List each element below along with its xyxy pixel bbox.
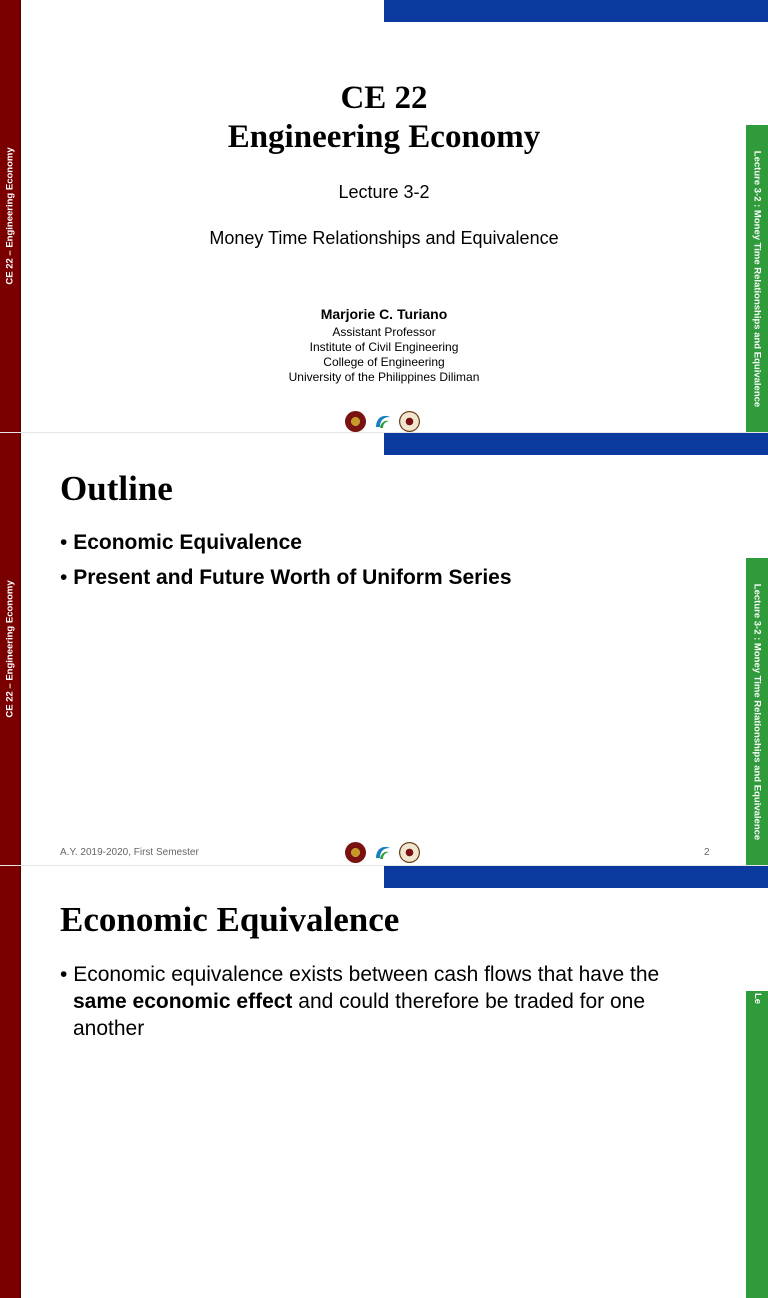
left-sidebar [0, 433, 21, 865]
outline-item: • Economic Equivalence [60, 531, 302, 554]
left-sidebar-label: CE 22 – Engineering Economy [4, 580, 16, 718]
logo-row [345, 842, 420, 863]
slide-outline [0, 433, 768, 865]
top-blue-band [384, 433, 768, 455]
footer-semester: A.Y. 2019-2020, First Semester [60, 847, 199, 858]
lecture-number: Lecture 3-2 [338, 182, 430, 202]
outline-item-label: Economic Equivalence [73, 531, 302, 554]
right-sidebar-label: Lecture 3-2 : Money Time Relationships and Equivalence [751, 583, 763, 840]
right-sidebar [746, 991, 768, 1298]
left-sidebar-label: CE 22 – Engineering Economy [4, 147, 16, 285]
lecture-topic: Money Time Relationships and Equivalence [209, 228, 559, 248]
author-name: Marjorie C. Turiano [320, 306, 448, 322]
body-text-line: • Economic equivalence exists between cash flows that have the [60, 963, 660, 986]
ice-logo-icon [372, 411, 393, 432]
course-code: CE 22 [340, 80, 428, 116]
outline-item: • Present and Future Worth of Uniform Series [60, 566, 512, 589]
right-sidebar-label: Le [752, 993, 763, 1005]
body-text-line [73, 990, 645, 1014]
right-sidebar-label: Lecture 3-2 : Money Time Relationships and Equivalence [751, 150, 763, 407]
emphasis-text: same economic effect [73, 990, 293, 1013]
slide-economic-equivalence [0, 866, 768, 1298]
slide-heading: Outline [60, 469, 173, 508]
outline-item-label: Present and Future Worth of Uniform Series [73, 566, 512, 589]
right-sidebar [746, 125, 768, 432]
body-text: Economic equivalence exists between cash flows that have the [73, 963, 660, 986]
slide-heading: Economic Equivalence [60, 900, 400, 939]
author-college: College of Engineering [323, 355, 445, 369]
body-text: another [73, 1017, 145, 1040]
right-sidebar [746, 558, 768, 865]
top-blue-band [384, 0, 768, 22]
up-seal-icon [345, 411, 366, 432]
coe-seal-icon [399, 842, 420, 863]
up-seal-icon [345, 842, 366, 863]
ice-logo-icon [372, 842, 393, 863]
course-title: Engineering Economy [227, 119, 541, 155]
author-university: University of the Philippines Diliman [288, 370, 480, 384]
left-sidebar [0, 866, 21, 1298]
author-institute: Institute of Civil Engineering [309, 340, 459, 354]
coe-seal-icon [399, 411, 420, 432]
page-number: 2 [704, 847, 710, 858]
body-text-line [73, 1017, 144, 1041]
body-text: and could therefore be traded for one [292, 990, 646, 1013]
logo-row [345, 411, 420, 432]
author-position: Assistant Professor [332, 325, 436, 339]
top-blue-band [384, 866, 768, 888]
slide-title [0, 0, 768, 432]
